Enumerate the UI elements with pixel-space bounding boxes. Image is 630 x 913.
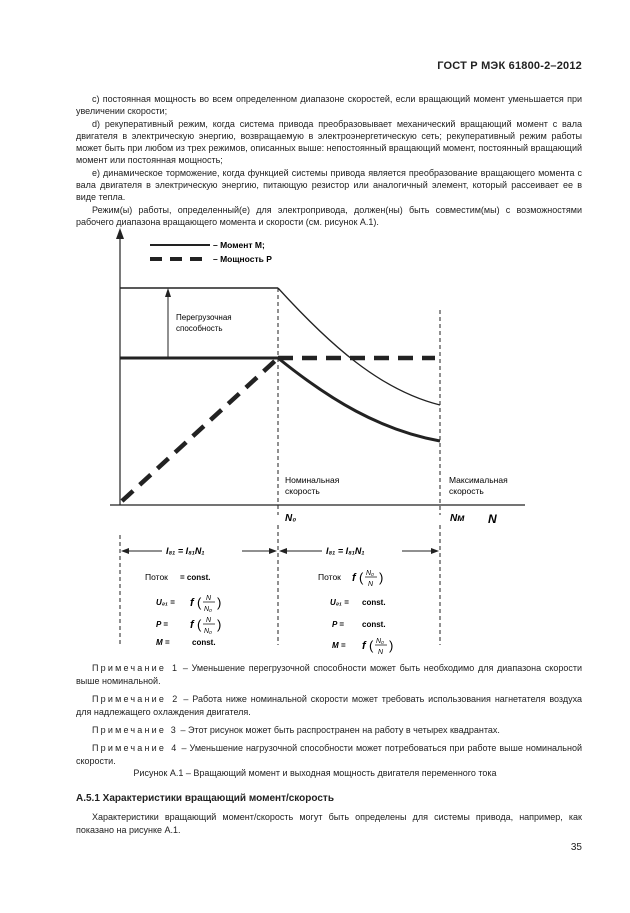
right-flux-den: N (368, 581, 374, 588)
right-range-arrow-start-icon (279, 548, 287, 554)
right-flux-num: N₀ (366, 570, 375, 577)
left-power-num: N (206, 617, 212, 624)
nominal-speed-label-1: Номинальная (285, 475, 340, 485)
section-paragraph: Характеристики вращающий момент/скорость могут быть определены для системы привода, например, как показано на рисунке А.1. (76, 812, 582, 835)
svg-text:(: ( (197, 595, 202, 610)
item-d: d) рекуперативный режим, когда система привода преобразовывает механический вращающий момент с вала двигателя в электрическую энергию, возвращаемую в электроэнергетическую сеть; рекуперативный режим работы может быть при любом из трех режимов, описанных выше: непостоянный вращающий момент, постоянный вращающий момент или постоянная мощность; (76, 118, 582, 166)
item-c: c) постоянная мощность во всем определенном диапазоне скоростей, если вращающий момент уменьшается при увеличении скорости; (76, 94, 582, 117)
right-torque-func: f (362, 640, 366, 652)
right-flux-label: Поток (318, 572, 341, 582)
svg-text:): ) (217, 617, 222, 632)
max-speed-label-1: Максимальная (449, 475, 508, 485)
section-title: А.5.1 Характеристики вращающий момент/скорость (76, 793, 334, 804)
svg-text:): ) (389, 638, 394, 653)
item-e: e) динамическое торможение, когда функцией системы привода является преобразование вращающего момента с вала двигателя в электрическую энергию, питающую резистор или аналогичный элемент, который рассеивает ее в виде тепла. (76, 167, 582, 203)
note-4: Примечание 4 – Уменьшение нагрузочной способности может потребоваться при работе выше номинальной скорости. (76, 743, 582, 766)
left-power-label: P = (156, 620, 168, 629)
svg-text:(: ( (197, 617, 202, 632)
left-range-arrow-start-icon (121, 548, 129, 554)
note-1: Примечание 1 – Уменьшение перегрузочной способности может быть необходимо для диапазона скорости выше номинальной. (76, 663, 583, 686)
right-voltage-label: U₈₁ = (330, 598, 349, 607)
y-axis-arrow-icon (116, 228, 124, 239)
right-torque-den: N (378, 649, 384, 656)
right-power-value: const. (362, 620, 386, 629)
left-voltage-num: N (206, 595, 212, 602)
left-flux-value: = const. (180, 573, 211, 582)
rated-torque-fieldweak-curve (278, 358, 440, 441)
left-flux-label: Поток (145, 572, 168, 582)
svg-text:): ) (379, 570, 384, 585)
legend-torque-label: – Момент M; (213, 240, 265, 250)
right-torque-label: M = (332, 641, 346, 650)
right-power-label: P = (332, 620, 344, 629)
left-power-func: f (190, 619, 194, 631)
page-number: 35 (570, 842, 582, 853)
overload-label-2: способность (176, 324, 223, 333)
nominal-speed-label-2: скорость (285, 486, 320, 496)
left-voltage-den: N₀ (204, 606, 213, 613)
overload-torque-fieldweak-curve (278, 288, 440, 405)
svg-text:): ) (217, 595, 222, 610)
right-current-eq: I₈₁ = I₈₁N₁ (326, 546, 365, 556)
figure-caption: Рисунок А.1 – Вращающий момент и выходная мощность двигателя переменного тока (133, 768, 497, 778)
right-torque-num: N₀ (376, 638, 385, 645)
intro-text (76, 93, 582, 228)
svg-text:(: ( (369, 638, 374, 653)
left-voltage-func: f (190, 597, 194, 609)
section-body (76, 811, 582, 837)
left-power-den: N₀ (204, 628, 213, 635)
n0-label: N₀ (285, 513, 297, 524)
n-axis-label: N (488, 512, 497, 526)
left-range-arrow-end-icon (269, 548, 277, 554)
mode-paragraph: Режим(ы) работы, определенный(е) для электропривода, должен(ны) быть совместим(мы) с возможностями рабочего диапазона вращающего момента и скорости (см. рисунок А.1). (76, 204, 582, 227)
svg-text:(: ( (359, 570, 364, 585)
figure-notes (76, 662, 582, 773)
left-torque-value: const. (192, 638, 216, 647)
left-torque-label: M = (156, 638, 170, 647)
left-voltage-label: U₈₁ = (156, 598, 175, 607)
left-current-eq: I₈₁ = I₈₁N₁ (166, 546, 205, 556)
right-flux-func: f (352, 572, 356, 584)
max-speed-label-2: скорость (449, 486, 484, 496)
note-2: Примечание 2 – Работа ниже номинальной скорости может требовать использования нагнетателя воздуха для надлежащего охлаждения двигателя. (76, 694, 583, 717)
overload-label-1: Перегрузочная (176, 313, 232, 322)
power-rising-line (122, 360, 276, 501)
note-3: Примечание 3 – Этот рисунок может быть распространен на работу в четырех квадрантах. (92, 725, 500, 735)
torque-power-figure (100, 225, 540, 656)
overload-arrow-icon (165, 288, 171, 297)
legend-power-label: – Мощность P (213, 254, 272, 264)
nm-label: Nм (450, 513, 465, 524)
right-range-arrow-end-icon (431, 548, 439, 554)
document-code: ГОСТ Р МЭК 61800-2–2012 (437, 60, 582, 72)
right-voltage-value: const. (362, 598, 386, 607)
